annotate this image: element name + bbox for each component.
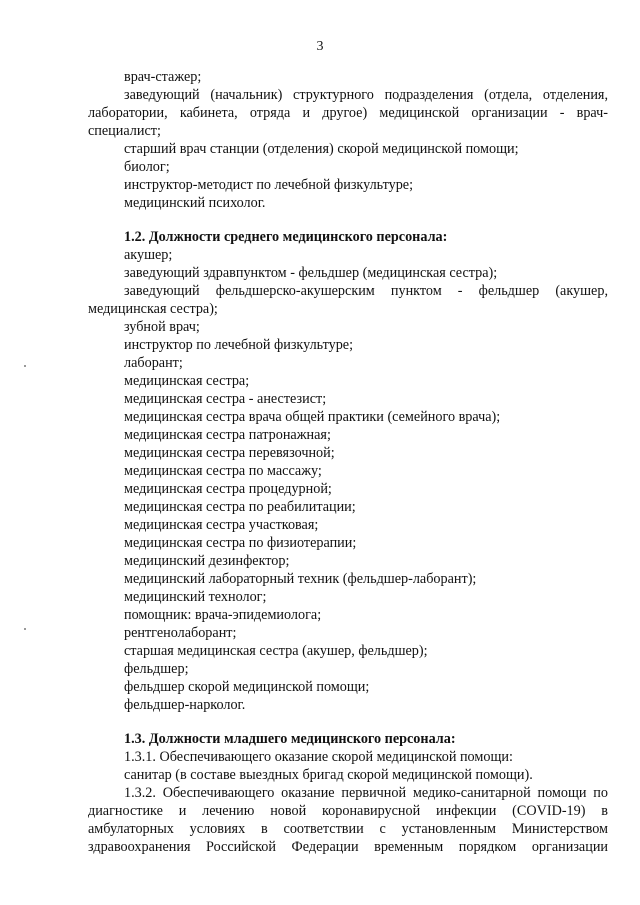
list-item: медицинская сестра по массажу; <box>124 463 322 479</box>
section-heading: 1.2. Должности среднего медицинского персонала: <box>124 229 448 245</box>
list-item: медицинская сестра перевязочной; <box>124 445 335 461</box>
list-item: медицинская сестра патронажная; <box>124 427 331 443</box>
list-item: лаборант; <box>124 355 183 371</box>
scan-speck <box>24 365 26 367</box>
list-item: старшая медицинская сестра (акушер, фельдшер); <box>124 643 428 659</box>
list-item: инструктор по лечебной физкультуре; <box>124 337 354 353</box>
list-item: медицинский технолог; <box>124 589 267 605</box>
list-item: медицинская сестра участковая; <box>124 517 319 533</box>
list-item: медицинская сестра процедурной; <box>124 481 332 497</box>
list-item: медицинская сестра врача общей практики (семейного врача); <box>124 409 501 425</box>
list-item: медицинская сестра; <box>124 373 250 389</box>
list-item: старший врач станции (отделения) скорой медицинской помощи; <box>124 141 519 157</box>
list-item: медицинская сестра по физиотерапии; <box>124 535 357 551</box>
paragraph: санитар (в составе выездных бригад скорой медицинской помощи). <box>124 767 533 783</box>
paragraph: 1.3.2. Обеспечивающего оказание первичной медико-санитарной помощи по диагностике и лечению новой коронавирусной инфекции (COVID-19) в амбулаторных условиях в соответствии с установленным Министерством здравоохранения Российской Федерации временным порядком организации <box>88 785 608 855</box>
list-item: рентгенолаборант; <box>124 625 237 641</box>
scan-speck <box>24 628 26 630</box>
list-item: помощник: врача-эпидемиолога; <box>124 607 322 623</box>
list-item: биолог; <box>124 159 170 175</box>
list-item: фельдшер скорой медицинской помощи; <box>124 679 370 695</box>
list-item: фельдшер; <box>124 661 189 677</box>
list-item: заведующий фельдшерско-акушерским пунктом - фельдшер (акушер, медицинская сестра); <box>88 283 608 317</box>
list-item: медицинская сестра по реабилитации; <box>124 499 356 515</box>
list-item: фельдшер-нарколог. <box>124 697 246 713</box>
paragraph: 1.3.1. Обеспечивающего оказание скорой медицинской помощи: <box>124 749 513 765</box>
section-heading: 1.3. Должности младшего медицинского персонала: <box>124 731 456 747</box>
list-item: медицинская сестра - анестезист; <box>124 391 327 407</box>
list-item: зубной врач; <box>124 319 200 335</box>
list-item: акушер; <box>124 247 173 263</box>
list-item: медицинский дезинфектор; <box>124 553 290 569</box>
list-item: медицинский психолог. <box>124 195 266 211</box>
page-number: 3 <box>316 39 324 54</box>
list-item: заведующий здравпунктом - фельдшер (медицинская сестра); <box>124 265 498 281</box>
list-item: заведующий (начальник) структурного подразделения (отдела, отделения, лаборатории, кабинета, отряда и другое) медицинской организации - врач-специалист; <box>88 87 608 139</box>
list-item: инструктор-методист по лечебной физкультуре; <box>124 177 414 193</box>
list-item: врач-стажер; <box>124 69 202 85</box>
list-item: медицинский лабораторный техник (фельдшер-лаборант); <box>124 571 477 587</box>
